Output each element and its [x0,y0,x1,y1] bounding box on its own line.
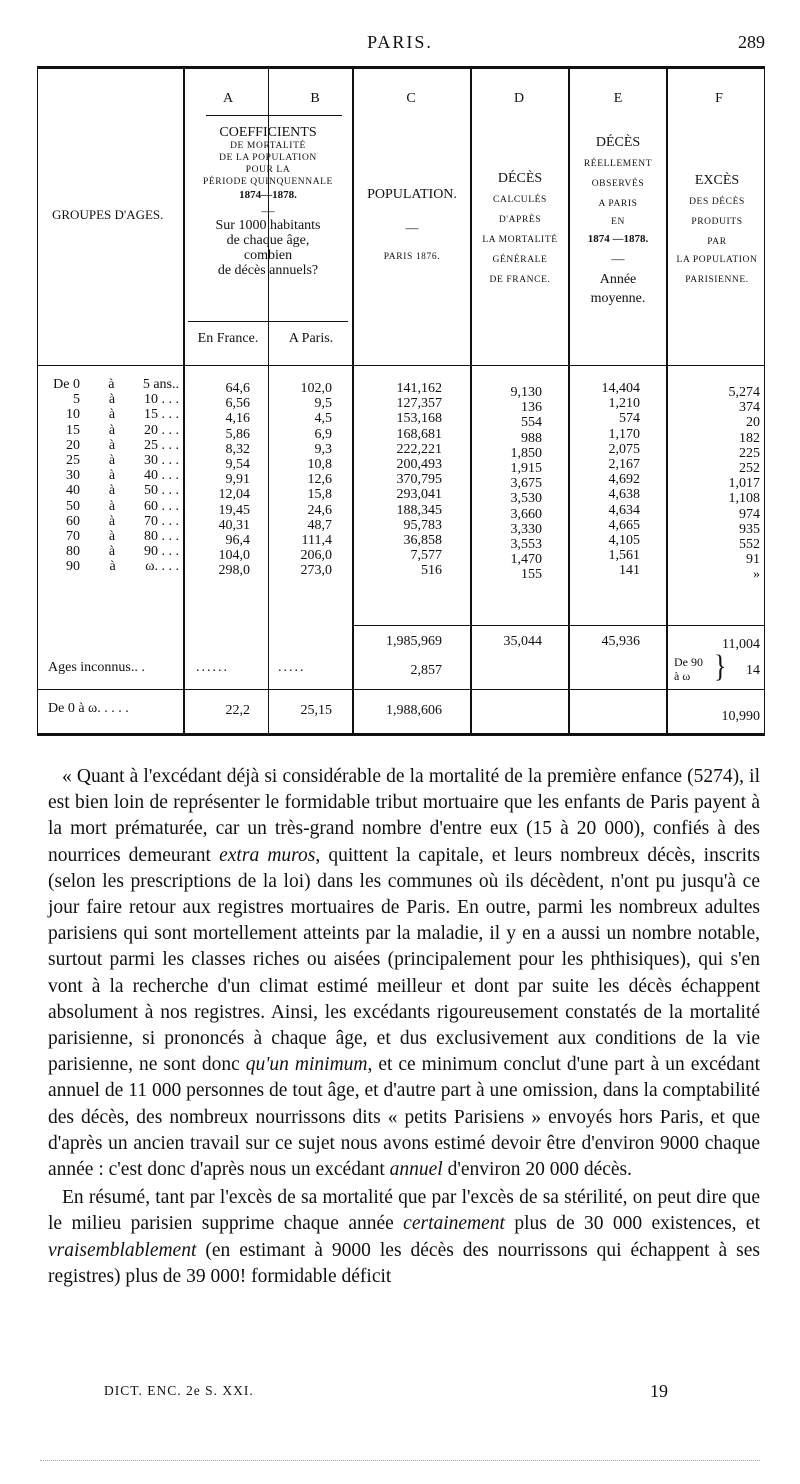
age-group-label [46,559,186,574]
text-run: d'environ 20 000 décès. [442,1159,632,1181]
col-letter-c: C [406,91,416,106]
age-group-label [46,392,186,407]
cell-f: 5,274 [728,385,760,400]
age-group-part: à [108,422,116,438]
age-group-part: De 0 [53,377,80,392]
age-group-part: 5 ans.. . [142,377,186,392]
cell-f: 935 [739,521,760,537]
cell-f: 91 [746,552,760,568]
bottom-rule [40,1460,760,1461]
text-run: , quittent la capitale, et leurs nombreux décès, inscrits (selon les prescriptions de la loi) dans les communes où ils décèdent, n'ont pu jusqu'à ce jour faire retour aux registres mortuaires de Paris. En outre, parmi les nombreux adultes parisiens qui sont mortellement atteints par la maladie, il y en a aussi un nombre notable, surtout parmi les classes riches ou aisées (principalement pour les phthisiques), qui s'en vont à la recherche d'un climat estimé meilleur et dont par suite les décès échappent absolument à nos registres. Ainsi, les excédants rigoureusement constatés de la mortalité parisienne, si prononcés à chaque âge, et dus exclusivement aux conditions de la vie parisienne, ne sont donc [48,844,761,1076]
age-group-part: 15 . . . . [144,407,186,423]
age-group-part: 20 . . . . [144,422,186,438]
cell-d: 1,850 [510,445,542,461]
age-group-part: à [108,498,116,514]
header-rule [38,365,764,366]
total-population: 1,985,969 [386,634,442,649]
cell-f: 1,108 [728,491,760,507]
age-group-label [46,544,186,559]
c-header-dash: — [405,220,419,235]
cell-c: 153,168 [396,411,442,427]
cell-c: 188,345 [396,502,442,518]
cell-b: 111,4 [301,532,332,548]
cell-c: 168,681 [396,426,442,442]
age-group-label [46,468,186,483]
cell-d: 3,675 [510,476,542,492]
cell-a: 96,4 [225,532,250,548]
e-header-line: DÉCÈS [595,135,641,150]
col-letter-e: E [613,91,623,106]
unknown-dots-b: ..... [278,660,306,675]
cell-e: 2,167 [608,456,640,472]
col-e-values [570,381,640,578]
cell-c: 200,493 [396,456,442,472]
age-group-part: 60 . . . . [144,498,186,514]
age-group-part: 25 . . . . [144,437,186,453]
emphasis: qu'un minimum [245,1054,368,1076]
cell-e: 2,075 [608,441,640,457]
col-d-values [472,385,542,582]
cell-b: 273,0 [300,563,332,579]
d-header-line: DE FRANCE. [489,275,551,285]
cell-b: 9,3 [314,441,332,457]
cell-e: 4,634 [608,502,640,518]
age-group-part: 10 [66,407,80,423]
f-header-line: DES DÉCÈS [689,197,745,207]
ab-header [188,125,348,278]
cell-b: 10,8 [307,456,332,472]
age-group-part: 50 [66,498,80,514]
d-header-line: DÉCÈS [497,171,543,186]
paragraph-1 [48,764,760,1183]
total-calculated-deaths: 35,044 [503,634,542,649]
age-group-part: 70 [66,528,80,544]
subheader-a-paris: A Paris. [288,331,334,346]
text-run: « Quant à l'excédant déjà si considérable de la mortalité de la première enfance (5274), il est bien loin de représenter le formidable tribut mortuaire que les enfants de Paris payent à la mort prématurée, car un très-grand nombre d'entre eux (15 à 20 000), confiés à des nourrices demeurant [48,766,760,866]
e-header-line: EN [611,217,625,227]
cell-a: 9,54 [225,456,250,472]
cell-b: 102,0 [300,381,332,396]
cell-b: 12,6 [307,472,332,488]
cell-e: 4,692 [608,472,640,488]
e-header-line: OBSERVÉS [591,179,645,189]
e-header-line: A PARIS [598,199,638,209]
cell-a: 104,0 [218,548,250,564]
mortality-table [37,66,765,736]
cell-e: 4,638 [608,487,640,503]
f-header-line: EXCÈS [694,173,740,188]
col-c-values [354,381,442,578]
cell-e: 1,210 [608,396,640,412]
cell-a: 5,86 [225,426,250,442]
age-group-part: à [108,377,115,392]
age-group-label [46,483,186,498]
emphasis: certainement [403,1213,505,1235]
unknown-dots-a: ...... [196,660,229,675]
col-letter-f: F [715,91,723,106]
c-header-title: POPULATION. [367,187,457,202]
cell-e: 4,665 [608,517,640,533]
col-b-values [270,381,332,578]
grand-coeff-paris: 25,15 [300,703,332,718]
emphasis: extra muros [219,844,316,866]
cell-e: 1,170 [608,426,640,442]
e-header-line: Année [599,272,637,287]
age-group-part: 5 [73,392,80,408]
age-group-labels [46,377,186,574]
ab-header-line: COEFFICIENTS [219,125,317,140]
e-header-line: moyenne. [590,291,646,306]
age-group-label [46,438,186,453]
ab-question: de chaque âge, [226,233,310,248]
age-group-label [46,514,186,529]
col-f-values [668,385,760,582]
age-group-label [46,453,186,468]
cell-a: 64,6 [225,381,250,396]
ab-header-line: POUR LA [245,165,291,175]
age-group-part: à [108,407,116,423]
age-group-label [46,377,186,392]
age-group-part: à [108,483,116,499]
age-group-part: 40 . . . . [144,468,186,484]
cell-d: 988 [521,430,542,446]
cell-e: 4,105 [608,532,640,548]
emphasis: vraisemblablement [48,1239,197,1261]
emphasis: annuel [389,1159,443,1181]
groups-header: GROUPES D'AGES. [52,207,164,222]
cell-f: 552 [739,536,760,552]
ab-question: de décès annuels? [217,263,319,278]
cell-f: 252 [739,460,760,476]
ab-header-line: DE MORTALITÉ [230,141,306,151]
col-letter-b: B [310,91,320,106]
cell-d: 1,470 [510,552,542,568]
ab-question: Sur 1000 habitants [215,218,321,233]
age-group-part: 15 [66,422,80,438]
paragraph-2 [48,1185,760,1290]
cell-f: 20 [746,415,760,431]
grand-population: 1,988,606 [386,703,442,718]
cell-d: 3,553 [510,536,542,552]
age-group-label [46,529,186,544]
age-group-part: 50 . . . . [144,483,186,499]
age-group-part: à [109,559,116,575]
age-group-part: 40 [66,483,80,499]
age-group-part: à [108,544,116,560]
cell-f: 374 [739,400,760,416]
age-group-part: 10 . . . . [144,392,186,408]
age-group-part: 90 . . . . [144,544,186,560]
d-header [472,171,568,286]
cell-a: 19,45 [218,502,250,518]
cell-f: 1,017 [728,476,760,492]
cell-e: 14,404 [601,381,640,396]
grand-coeff-france: 22,2 [225,703,250,718]
ab-brace-bottom [188,321,348,322]
f-header [668,173,766,286]
cell-a: 4,16 [225,411,250,427]
col-letter-a: A [222,91,234,106]
age-group-part: 90 [66,559,80,575]
unknown-excess: 14 [746,663,760,678]
e-header [570,135,666,306]
d-header-line: LA MORTALITÉ [482,235,558,245]
body-text [48,764,760,1290]
totals-rule [352,625,764,626]
age-group-part: à [108,528,116,544]
e-header-dash: — [611,251,625,266]
cell-d: 155 [521,567,542,583]
cell-c: 293,041 [396,487,442,503]
f-header-line: LA POPULATION [676,255,758,265]
age-group-part: ω. . . . . [145,559,186,575]
cell-e: 141 [619,563,640,579]
unknown-f-range-from: De 90 [674,655,703,669]
text-run: En résumé, tant par l'excès de sa mortalité que par l'excès de sa stérilité, on peut dire que le milieu parisien supprime chaque année [48,1187,760,1235]
cell-d: 1,915 [510,460,542,476]
ab-header-line: 1874—1878. [239,189,297,201]
cell-d: 9,130 [510,385,542,400]
cell-d: 3,330 [510,521,542,537]
running-title: PARIS. [367,32,433,52]
c-header-sub: PARIS 1876. [383,252,441,262]
cell-a: 298,0 [218,563,250,579]
cell-a: 12,04 [218,487,250,503]
age-group-part: 20 [66,437,80,453]
age-group-label [46,423,186,438]
cell-d: 3,530 [510,491,542,507]
cell-f: 225 [739,445,760,461]
age-group-part: 80 [66,544,80,560]
cell-d: 3,660 [510,506,542,522]
cell-c: 127,357 [396,396,442,412]
col-letter-d: D [513,91,525,106]
cell-c: 7,577 [410,548,442,564]
subheader-en-france: En France. [197,331,259,346]
f-header-line: PARISIENNE. [685,275,749,285]
d-header-line: GÉNÉRALE [492,255,548,265]
cell-f: 974 [739,506,760,522]
cell-e: 1,561 [608,548,640,564]
cell-b: 6,9 [314,426,332,442]
age-group-part: 70 . . . . [144,513,186,529]
f-header-line: PAR [707,237,727,247]
age-group-part: 80 . . . . [144,528,186,544]
cell-d: 554 [521,415,542,431]
cell-f: 182 [739,430,760,446]
col-divider-ab [268,319,269,733]
cell-f: » [753,567,760,583]
page-number: 289 [738,32,765,52]
grand-total-rule [38,689,764,690]
cell-b: 24,6 [307,502,332,518]
total-observed-deaths: 45,936 [601,634,640,649]
sheet-number: 19 [650,1381,668,1401]
grand-total-label: De 0 à ω. . . . . [48,701,129,716]
cell-a: 40,31 [218,517,250,533]
total-excess: 11,004 [722,637,760,652]
cell-c: 370,795 [396,472,442,488]
cell-b: 4,5 [314,411,332,427]
ab-header-line: PÉRIODE QUINQUENNALE [203,177,333,187]
cell-a: 8,32 [225,441,250,457]
f-header-line: PRODUITS [691,217,743,227]
cell-b: 206,0 [300,548,332,564]
cell-a: 6,56 [225,396,250,412]
cell-a: 9,91 [225,472,250,488]
cell-c: 36,858 [403,532,442,548]
e-header-line: 1874 —1878. [587,233,649,245]
right-brace: } [714,649,727,684]
cell-c: 95,783 [403,517,442,533]
e-header-line: RÉELLEMENT [583,159,653,169]
unknown-population: 2,857 [410,663,442,678]
ab-brace-top [206,115,342,116]
cell-b: 15,8 [307,487,332,503]
age-group-part: à [108,452,116,468]
c-header [354,187,470,263]
age-group-part: 30 [66,468,80,484]
grand-excess: 10,990 [721,709,760,724]
signature-mark: DICT. ENC. 2e S. XXI. [104,1383,254,1398]
col-a-values [188,381,250,578]
age-group-part: à [108,513,116,529]
cell-c: 222,221 [396,441,442,457]
ab-question: combien [243,248,293,263]
text-run: , et ce minimum conclut d'une part à un excédant annuel de 11 000 personnes de tout âge, et d'autre part à une omission, dans la comptabilité des décès, des nombreux nourrissons dits « petits Parisiens » envoyés hors Paris, et que d'après un ancien travail sur ce sujet nous avons estimé devoir être d'environ 9000 chaque année : c'est donc d'après nous un excédant [48,1054,760,1181]
d-header-line: CALCULÉS [493,195,547,205]
age-group-part: 25 [66,452,80,468]
age-group-part: à [108,437,116,453]
unknown-ages-label: Ages inconnus.. . [48,660,145,675]
age-group-part: à [108,392,116,408]
ab-header-line: DE LA POPULATION [219,153,317,163]
unknown-f-range-to: à ω [674,669,691,683]
text-run: (en estimant à 9000 les décès des nourrissons qui échappent à ses registres) plus de 39 000! formidable déficit [48,1239,760,1287]
cell-e: 574 [619,411,640,427]
d-header-line: D'APRÈS [498,215,542,225]
age-group-part: 30 . . . . [144,452,186,468]
age-group-part: à [108,468,116,484]
age-group-label [46,407,186,422]
text-run: plus de 30 000 existences, et [504,1213,760,1235]
unknown-f-range [674,655,703,683]
cell-c: 141,162 [396,381,442,396]
ab-header-dash: — [261,203,275,218]
age-group-part: 60 [66,513,80,529]
cell-d: 136 [521,400,542,416]
cell-b: 48,7 [307,517,332,533]
cell-b: 9,5 [314,396,332,412]
cell-c: 516 [421,563,442,579]
age-group-label [46,499,186,514]
